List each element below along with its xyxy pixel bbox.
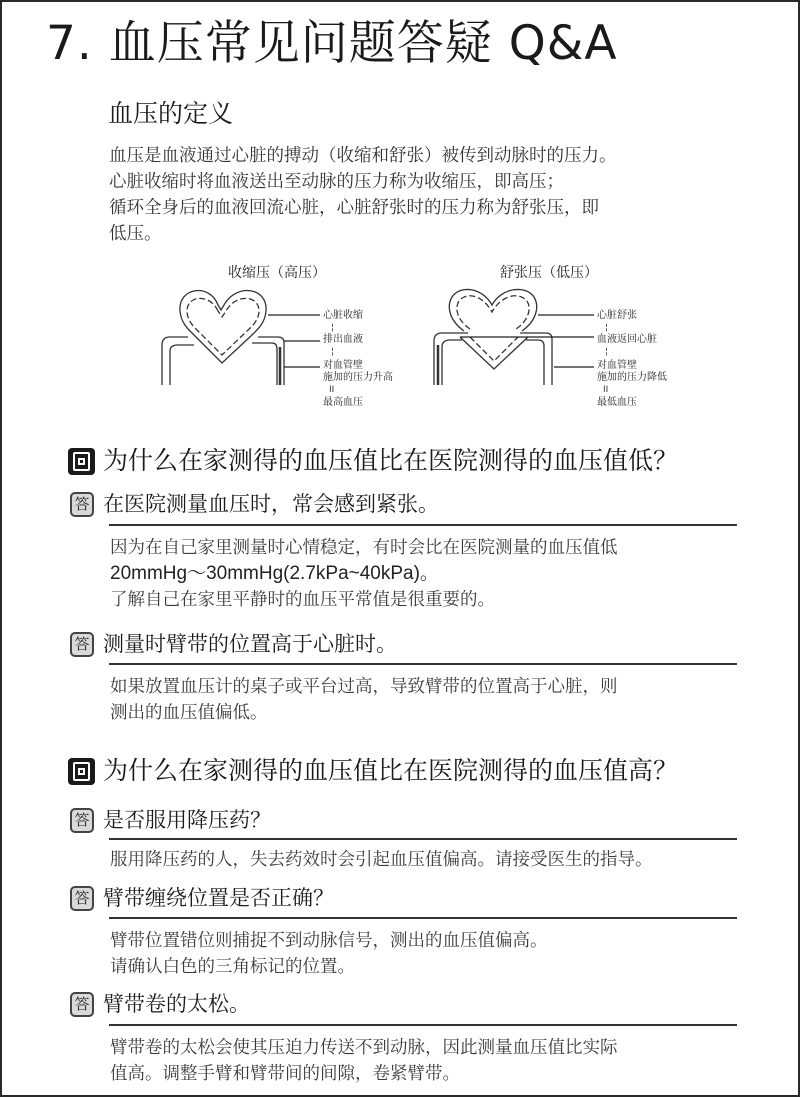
diagram-label: 施加的压力降低 [597, 372, 667, 383]
diagram-label: 最低血压 [597, 397, 637, 408]
answer-icon: 答 [70, 808, 94, 833]
question-text: 为什么在家测得的血压值比在医院测得的血压值低？ [103, 446, 679, 475]
diagram-label: 心脏舒张 [597, 310, 637, 321]
divider [109, 663, 737, 665]
divider [109, 1024, 737, 1026]
definition-line: 循环全身后的血液回流心脏，心脏舒张时的压力称为舒张压，即 [109, 198, 599, 218]
definition-line: 心脏收缩时将血液送出至动脉的压力称为收缩压，即高压； [109, 172, 564, 192]
answer-heading-text: 是否服用降压药？ [103, 808, 271, 832]
diagram-label: 血液返回心脏 [597, 334, 657, 345]
divider [109, 917, 737, 919]
question-icon [68, 758, 95, 785]
answer-line: 如果放置血压计的桌子或平台过高，导致臂带的位置高于心脏，则 [110, 677, 618, 697]
answer-line: 了解自己在家里平静时的血压平常值是很重要的。 [110, 590, 495, 610]
answer-body [110, 928, 548, 980]
answer-line: 20mmHg～30mmHg(2.7kPa~40kPa)。 [110, 563, 439, 584]
section-heading-definition: 血压的定义 [108, 99, 234, 128]
answer-heading [70, 806, 271, 834]
diagram-label: 对血管壁 [597, 360, 637, 371]
answer-heading-text: 臂带卷的太松。 [103, 992, 250, 1016]
definition-paragraph [109, 143, 617, 247]
diagram-separator: ¦ [331, 347, 335, 357]
answer-line: 服用降压药的人，失去药效时会引起血压值偏高。请接受医生的指导。 [110, 850, 653, 870]
answer-line: 值高。调整手臂和臂带间的间隙，卷紧臂带。 [110, 1064, 460, 1084]
answer-heading [70, 490, 439, 518]
answer-heading [70, 884, 334, 912]
diagram-label: 对血管壁 [323, 360, 363, 371]
answer-body [110, 674, 618, 726]
answer-heading [70, 990, 250, 1018]
diagram-separator: ¦ [605, 323, 609, 333]
answer-icon: 答 [70, 992, 94, 1017]
question-2 [68, 755, 678, 787]
answer-body [110, 535, 618, 613]
question-text: 为什么在家测得的血压值比在医院测得的血压值高？ [103, 756, 679, 785]
diagram-title: 舒张压（低压） [500, 265, 598, 281]
answer-line: 因为在自己家里测量时心情稳定，有时会比在医院测量的血压值低 [110, 538, 618, 558]
divider [109, 524, 737, 526]
diagram-separator: II [329, 385, 335, 395]
definition-line: 低压。 [109, 224, 162, 244]
question-1 [68, 445, 678, 477]
answer-heading [70, 630, 397, 658]
diagram-title: 收缩压（高压） [228, 265, 326, 281]
answer-icon: 答 [70, 632, 94, 657]
divider [109, 838, 737, 840]
diagram-label: 心脏收缩 [323, 310, 363, 321]
diagram-label: 排出血液 [323, 334, 363, 345]
answer-icon: 答 [70, 886, 94, 911]
answer-line: 臂带位置错位则捕捉不到动脉信号，测出的血压值偏高。 [110, 931, 548, 951]
answer-line: 请确认白色的三角标记的位置。 [110, 957, 355, 977]
answer-body [110, 1035, 618, 1087]
answer-heading-text: 测量时臂带的位置高于心脏时。 [103, 632, 397, 656]
diagram-separator: ¦ [605, 347, 609, 357]
heart-artery-relaxing-illustration [432, 285, 602, 385]
heart-artery-contracting-illustration [160, 285, 325, 385]
diagram-label: 施加的压力升高 [323, 372, 393, 383]
page-title: 7. 血压常见问题答疑 Q&A [46, 16, 618, 71]
answer-icon: 答 [70, 492, 94, 517]
definition-line: 血压是血液通过心脏的搏动（收缩和舒张）被传到动脉时的压力。 [109, 146, 617, 166]
diagram-separator: ¦ [331, 323, 335, 333]
diagram-label: 最高血压 [323, 397, 363, 408]
question-icon [68, 448, 95, 475]
answer-line: 测出的血压值偏低。 [110, 703, 268, 723]
answer-body [110, 847, 653, 873]
answer-heading-text: 在医院测量血压时，常会感到紧张。 [103, 492, 439, 516]
answer-heading-text: 臂带缠绕位置是否正确？ [103, 886, 334, 910]
diagram-separator: II [603, 385, 609, 395]
answer-line: 臂带卷的太松会使其压迫力传送不到动脉，因此测量血压值比实际 [110, 1038, 618, 1058]
